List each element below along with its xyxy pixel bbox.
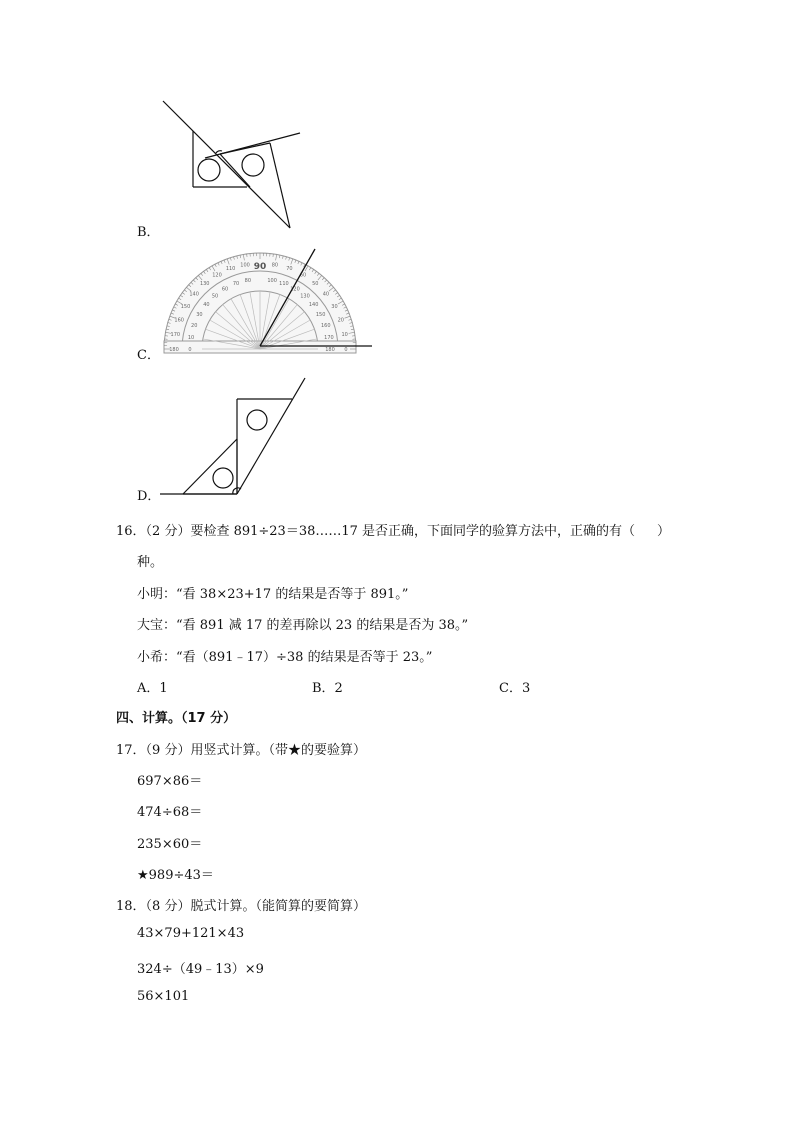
protractor-inner-label: 60 — [221, 286, 229, 293]
protractor-outer-label: 70 — [286, 266, 293, 273]
q16-xiaoxi: 小希：“看（891﹣17）÷38 的结果是否等于 23。” — [137, 650, 433, 665]
figure-b-triangles — [150, 95, 310, 235]
protractor-inner-label: 160 — [321, 323, 331, 330]
protractor-inner-label: 130 — [300, 293, 310, 300]
q17-item-2: 474÷68＝ — [137, 805, 203, 820]
figure-d-triangles — [155, 375, 315, 500]
protractor-outer-label: 140 — [189, 291, 199, 298]
q16-xiaoming: 小明：“看 38×23+17 的结果是否等于 891。” — [137, 587, 409, 602]
protractor-inner-label: 30 — [196, 312, 203, 318]
protractor-inner-label: 70 — [232, 281, 240, 288]
q18-title: 18．（8 分）脱式计算。（能简算的要简算） — [116, 899, 366, 914]
protractor-outer-label: 10 — [341, 332, 348, 339]
protractor-inner-label: 80 — [244, 278, 252, 285]
q16-stem-text: 16．（2 分）要检查 891÷23＝38……17 是否正确，下面同学的验算方法中，正确的有（ — [116, 524, 636, 539]
protractor-outer-label: 60 — [299, 272, 307, 279]
protractor-inner-label: 180 — [325, 347, 335, 353]
protractor-inner-label: 140 — [308, 302, 319, 309]
protractor-outer-label: 0 — [344, 347, 348, 353]
q17-item-4: ★989÷43＝ — [137, 868, 214, 883]
figure-c-label: C． — [137, 348, 160, 363]
protractor-outer-label: 80 — [271, 262, 279, 269]
q16-dabao: 大宝：“看 891 减 17 的差再除以 23 的结果是否为 38。” — [137, 618, 469, 633]
protractor-outer-label: 50 — [312, 281, 319, 288]
protractor-inner-label: 20 — [191, 323, 198, 330]
protractor-outer-label: 180 — [169, 347, 179, 353]
protractor-outer-label: 20 — [337, 317, 345, 324]
protractor-outer-label: 30 — [331, 304, 338, 310]
protractor-outer-label: 160 — [174, 317, 184, 324]
q17-title: 17．（9 分）用竖式计算。（带★的要验算） — [116, 743, 366, 758]
q16-option-a: A．1 — [137, 681, 168, 696]
protractor-inner-label: 170 — [324, 334, 334, 341]
protractor-outer-label: 130 — [199, 281, 210, 288]
protractor-inner-label: 40 — [203, 302, 210, 309]
protractor-inner-label: 50 — [211, 293, 219, 300]
q16-stem-line2: 种。 — [137, 555, 164, 570]
protractor-outer-label: 170 — [170, 332, 181, 339]
protractor-outer-label: 40 — [322, 291, 330, 298]
protractor-outer-label: 100 — [240, 262, 250, 269]
q16-option-b: B．2 — [312, 681, 343, 696]
protractor-outer-label: 120 — [212, 272, 222, 279]
protractor-inner-label: 100 — [267, 278, 277, 285]
q16-stem-close: ） — [657, 524, 671, 539]
protractor-inner-label: 110 — [279, 281, 289, 288]
q18-item-2: 324÷（49﹣13）×9 — [137, 962, 264, 977]
protractor-center-label: 90 — [253, 262, 267, 272]
protractor-inner-label: 120 — [290, 286, 300, 293]
q17-item-3: 235×60＝ — [137, 837, 203, 852]
q16-stem — [116, 520, 670, 539]
protractor-outer-label: 150 — [180, 304, 191, 310]
protractor-outer-label: 110 — [225, 266, 236, 273]
section4-title: 四、计算。（17 分） — [116, 711, 237, 726]
q17-item-1: 697×86＝ — [137, 774, 203, 789]
q16-option-c: C．3 — [499, 681, 531, 696]
q18-item-3: 56×101 — [137, 989, 190, 1004]
protractor-inner-label: 150 — [315, 312, 326, 318]
figure-c-protractor — [160, 245, 380, 360]
q18-item-1: 43×79+121×43 — [137, 926, 245, 941]
protractor-inner-label: 10 — [187, 334, 195, 341]
protractor-inner-label: 0 — [188, 347, 192, 353]
figure-d-label: D． — [137, 489, 161, 504]
figure-b-label: B． — [137, 225, 160, 240]
